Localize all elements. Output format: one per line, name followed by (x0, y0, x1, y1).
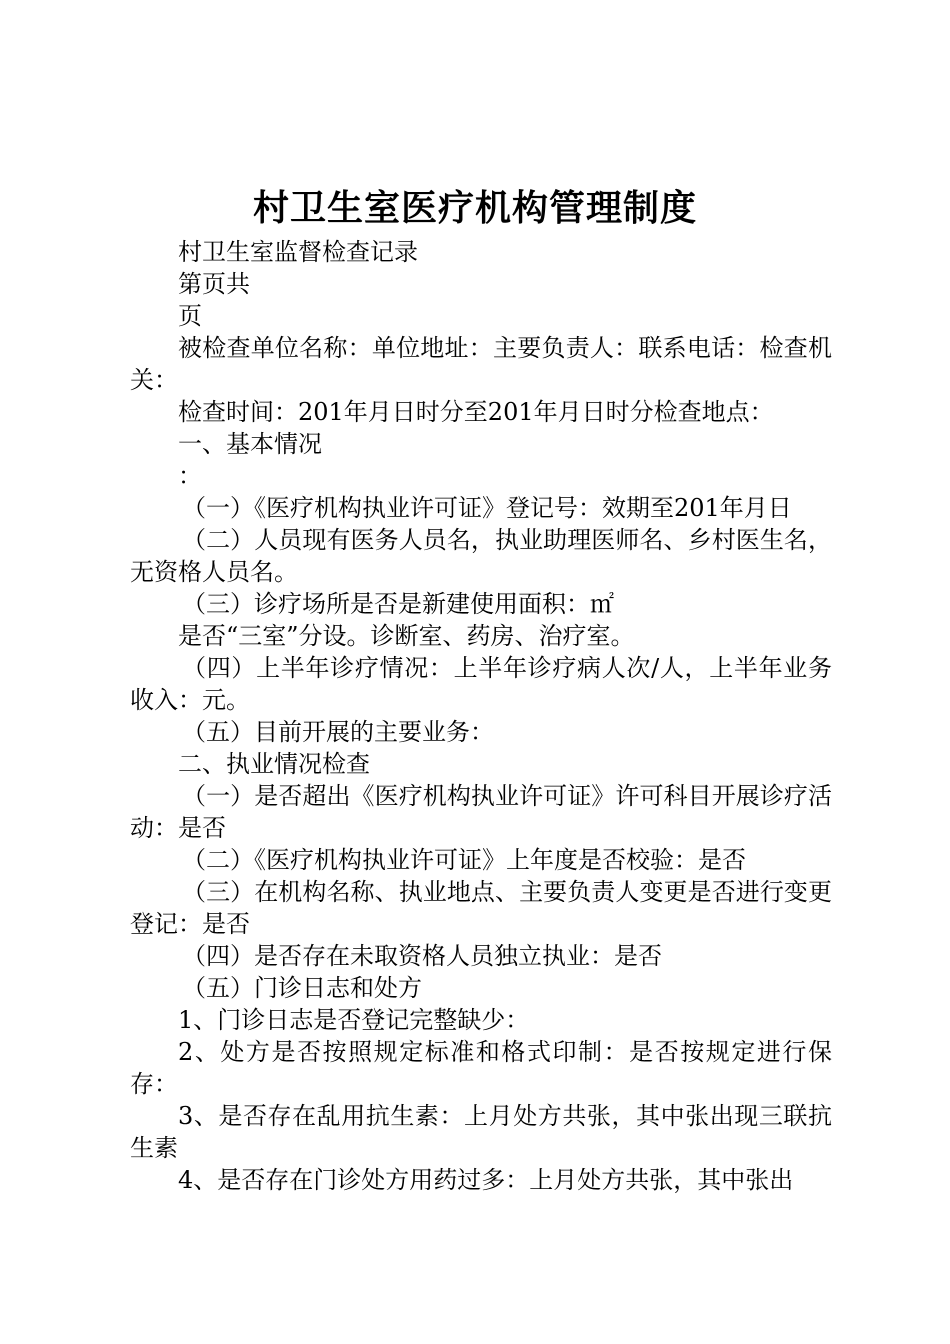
paragraph: （四）是否存在未取资格人员独立执业：是否 (182, 942, 662, 970)
paragraph: （五）目前开展的主要业务： (182, 718, 494, 746)
paragraph: （一）是否超出《医疗机构执业许可证》许可科目开展诊疗活动：是否 (130, 782, 832, 842)
paragraph: （一）《医疗机构执业许可证》登记号：效期至201年月日 (182, 494, 792, 522)
paragraph: （二）人员现有医务人员名，执业助理医师名、乡村医生名，无资格人员名。 (130, 526, 832, 586)
paragraph: 页 (178, 302, 202, 330)
paragraph: 是否“三室”分设。诊断室、药房、治疗室。 (178, 622, 635, 650)
paragraph: 3、是否存在乱用抗生素：上月处方共张，其中张出现三联抗生素 (130, 1102, 832, 1162)
document-body (130, 236, 832, 1196)
paragraph: （三）诊疗场所是否是新建使用面积：㎡ (182, 590, 614, 618)
paragraph: ： (178, 462, 202, 490)
paragraph: 一、基本情况 (178, 430, 322, 458)
document-title: 村卫生室医疗机构管理制度 (252, 187, 697, 229)
paragraph: 4、是否存在门诊处方用药过多：上月处方共张，其中张出 (178, 1166, 794, 1194)
paragraph: 第页共 (178, 270, 250, 298)
paragraph: 2、处方是否按照规定标准和格式印制：是否按规定进行保存： (130, 1038, 832, 1098)
paragraph: 1、门诊日志是否登记完整缺少： (178, 1006, 530, 1034)
paragraph: （五）门诊日志和处方 (182, 974, 422, 1002)
paragraph: 村卫生室监督检查记录 (178, 238, 418, 266)
paragraph: 被检查单位名称：单位地址：主要负责人：联系电话：检查机关： (130, 334, 832, 394)
paragraph: （二）《医疗机构执业许可证》上年度是否校验：是否 (182, 846, 746, 874)
paragraph: （三）在机构名称、执业地点、主要负责人变更是否进行变更登记：是否 (130, 878, 832, 938)
paragraph: （四）上半年诊疗情况：上半年诊疗病人次/人，上半年业务收入：元。 (130, 654, 832, 714)
paragraph: 检查时间：201年月日时分至201年月日时分检查地点： (178, 398, 774, 426)
paragraph: 二、执业情况检查 (178, 750, 370, 778)
